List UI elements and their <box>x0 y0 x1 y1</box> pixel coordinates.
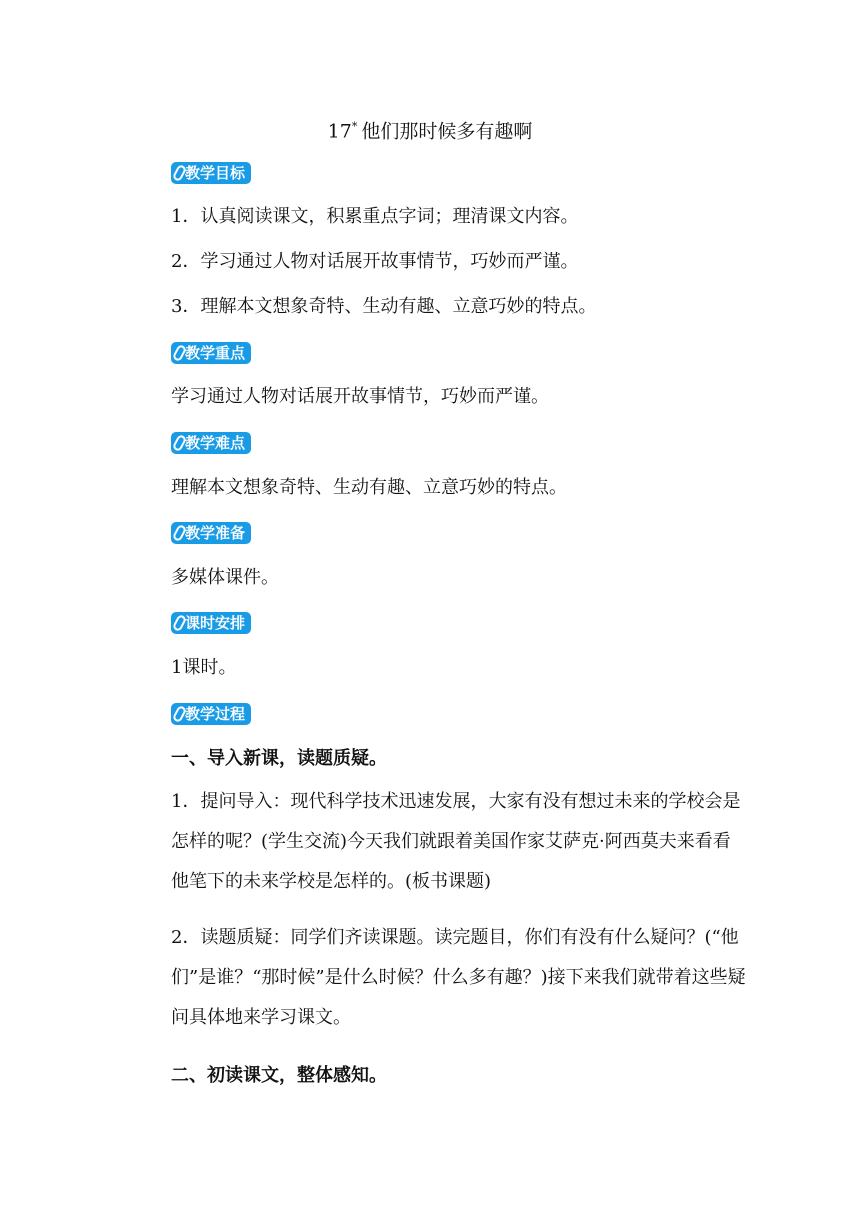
section-badge-goals <box>171 162 251 184</box>
section-label: 教学难点 <box>185 434 246 452</box>
section-label: 教学准备 <box>185 524 246 542</box>
schedule-text: 1课时。 <box>171 657 237 678</box>
process-paragraph-2 <box>171 918 746 1038</box>
section-badge-key <box>171 342 251 364</box>
process-paragraph-1 <box>171 782 746 902</box>
section-badge-process <box>171 703 251 725</box>
lesson-title-text: 他们那时候多有趣啊 <box>361 120 533 143</box>
section-badge-schedule <box>171 612 251 634</box>
section-badge-difficulty <box>171 432 251 454</box>
lesson-number: 17 <box>327 120 352 143</box>
process-heading-2: 二、初读课文，整体感知。 <box>171 1065 387 1086</box>
key-point-text: 学习通过人物对话展开故事情节，巧妙而严谨。 <box>171 386 549 407</box>
process-heading-1: 一、导入新课，读题质疑。 <box>171 748 387 769</box>
goal-item-1: 1．认真阅读课文，积累重点字词；理清课文内容。 <box>171 206 579 227</box>
lesson-title <box>0 113 860 145</box>
prep-text: 多媒体课件。 <box>171 567 279 588</box>
paragraph-text: 1．提问导入：现代科学技术迅速发展，大家有没有想过未来的学校会是怎样的呢？(学生交流)今天我们就跟着美国作家艾萨克·阿西莫夫来看看他笔下的未来学校是怎样的。(板书课题) <box>171 791 741 892</box>
optional-lesson-mark: * <box>351 120 358 133</box>
goal-item-2: 2．学习通过人物对话展开故事情节，巧妙而严谨。 <box>171 251 579 272</box>
section-label: 教学重点 <box>185 344 246 362</box>
section-label: 课时安排 <box>185 614 246 632</box>
section-label: 教学目标 <box>185 164 246 182</box>
section-label: 教学过程 <box>185 705 246 723</box>
paragraph-text: 2．读题质疑：同学们齐读课题。读完题目，你们有没有什么疑问？(“他们”是谁？“那时候”是什么时候？什么多有趣？)接下来我们就带着这些疑问具体地来学习课文。 <box>171 927 746 1028</box>
section-badge-prep <box>171 522 251 544</box>
goal-item-3: 3．理解本文想象奇特、生动有趣、立意巧妙的特点。 <box>171 296 597 317</box>
difficulty-text: 理解本文想象奇特、生动有趣、立意巧妙的特点。 <box>171 477 567 498</box>
